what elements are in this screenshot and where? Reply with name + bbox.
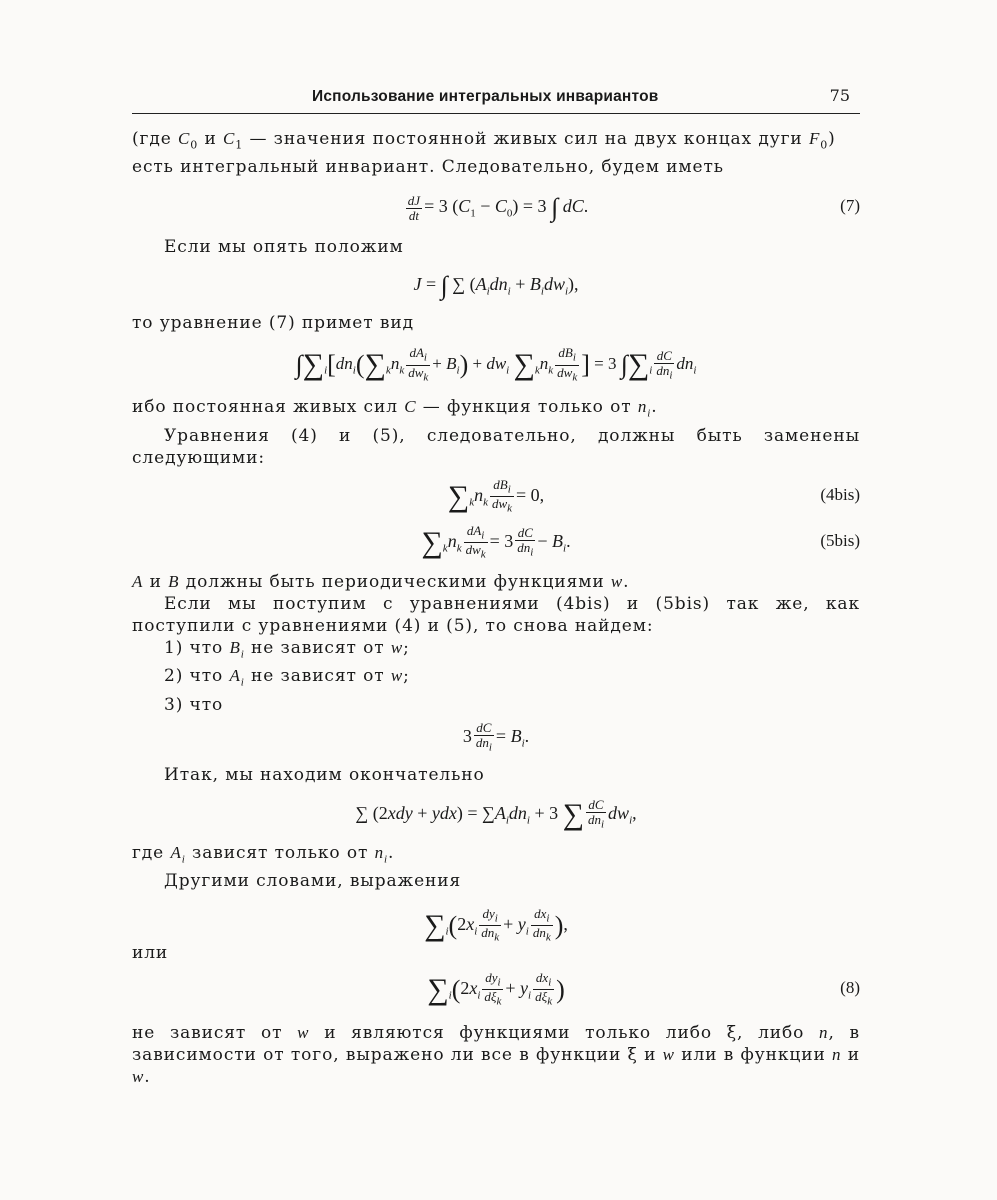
paragraph-11: не зависят от w и являются функциями только либо ξ, либо n, в зависимости от того, выражено ли все в функции ξ и w или в функции n и w. xyxy=(132,1022,860,1087)
running-title: Использование интегральных инвариантов xyxy=(312,88,659,105)
equation-3dC: 3 $\frac{dC}{dn_i}$ = $B_i$. xyxy=(462,719,530,754)
paragraph-8: Итак, мы находим окончательно xyxy=(164,764,485,785)
paragraph-6: A и B должны быть периодическими функциями w. xyxy=(132,571,630,592)
paragraph-4: ибо постоянная живых сил C — функция только от $n_i$. xyxy=(132,397,658,420)
running-head xyxy=(132,84,860,110)
paragraph-1-cont: есть интегральный инвариант. Следовательно, будем иметь xyxy=(132,157,724,178)
equation-expr-1: $\sum_i(2x_i$ $\frac{dy_i}{dn_k}$ + $y_i$ $\frac{dx_i}{dn_k}$ ), xyxy=(424,905,568,944)
equation-8: $\sum_i(2x_i$ $\frac{dy_i}{d\xi_k}$ + $y_i$ $\frac{dx_i}{d\xi_k}$ ) (8) xyxy=(132,964,860,1012)
list-item-2: 2) что $A_i$ не зависят от w; xyxy=(164,666,410,689)
paragraph-1: (где $C_0$ и $C_1$ — значения постоянной живых сил на двух концах дуги $F_0$) xyxy=(132,129,836,152)
list-item-3: 3) что xyxy=(164,694,224,715)
page xyxy=(132,84,860,1088)
equation-final: ∑ $(2xdy + ydx) = \sum A_idn_i + 3$ ∑ $\frac{dC}{dn_i}$ $dw_i$, xyxy=(355,796,637,831)
equation-number-5bis: (5bis) xyxy=(820,530,860,550)
equation-number-4bis: (4bis) xyxy=(820,484,860,504)
paragraph-9: где $A_i$ зависят только от $n_i$. xyxy=(132,842,395,865)
equation-number-8: (8) xyxy=(840,977,860,997)
equation-4bis: $\sum_kn_k$ $\frac{dB_i}{dw_k}$ = 0, (4bis) xyxy=(132,473,860,517)
equation-J: J = ∫ ∑ $(A_idn_i + B_idw_i)$, xyxy=(413,271,579,301)
paragraph-7: Если мы поступим с уравнениями (4bis) и (5bis) так же, как поступили с уравнениями (4) и (5), то снова найдем: xyxy=(132,593,860,636)
paragraph-2: Если мы опять положим xyxy=(164,237,404,258)
equation-5bis: $\sum_kn_k$ $\frac{dA_i}{dw_k}$ = 3 $\frac{dC}{dn_i}$ − $B_i$. (5bis) xyxy=(132,519,860,563)
list xyxy=(164,637,860,716)
paragraph-5: Уравнения (4) и (5), следовательно, должны быть заменены следующими: xyxy=(132,425,860,468)
equation-transformed-7: $\int\sum_i[dn_i(\sum_kn_k$ $\frac{dA_i}{dw_k}$ + $B_i) + dw_i$ $\sum_kn_k$ $\frac{dB_i}{dw_k}$ ] = 3 $\int\sum_i$ $\frac{dC}{dn_i}$ $dn_i$ xyxy=(295,345,697,384)
page-number: 75 xyxy=(829,86,850,105)
paragraph-3: то уравнение (7) примет вид xyxy=(132,313,414,334)
word-or: или xyxy=(132,942,169,963)
paragraph-10: Другими словами, выражения xyxy=(164,870,462,891)
list-item-1: 1) что $B_i$ не зависят от w; xyxy=(164,637,410,661)
equation-7: $\frac{dJ}{dt}$ = 3 $(C_1 - C_0) = 3$ ∫ dC. (7) xyxy=(132,186,860,226)
equation-number-7: (7) xyxy=(840,196,860,216)
